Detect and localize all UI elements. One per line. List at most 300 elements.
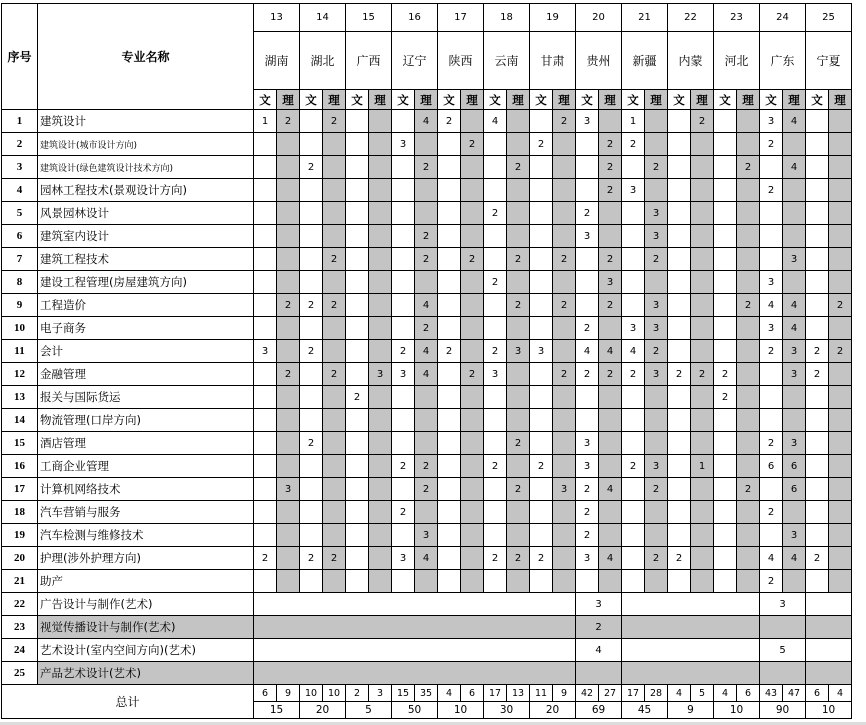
quota-cell xyxy=(760,524,783,547)
quota-cell: 3 xyxy=(576,547,599,570)
quota-cell xyxy=(760,363,783,386)
major-name: 会计 xyxy=(38,340,254,363)
quota-cell: 1 xyxy=(691,455,714,478)
province-number: 22 xyxy=(668,4,714,32)
quota-cell xyxy=(461,501,484,524)
quota-cell: 3 xyxy=(599,271,622,294)
art-blank xyxy=(622,639,760,662)
art-quota-guizhou: 3 xyxy=(576,593,622,616)
quota-cell xyxy=(530,386,553,409)
quota-cell: 3 xyxy=(530,340,553,363)
column-wen: 文 xyxy=(806,90,829,110)
quota-cell xyxy=(415,570,438,593)
quota-cell: 4 xyxy=(576,340,599,363)
table-row xyxy=(2,179,852,202)
quota-cell: 2 xyxy=(760,179,783,202)
quota-cell xyxy=(438,156,461,179)
quota-cell xyxy=(461,156,484,179)
major-name: 艺术设计(室内空间方向)(艺术) xyxy=(38,639,254,662)
quota-cell xyxy=(277,455,300,478)
art-blank xyxy=(254,616,576,639)
row-number: 7 xyxy=(2,248,38,271)
quota-cell xyxy=(737,386,760,409)
quota-cell xyxy=(714,156,737,179)
quota-cell: 2 xyxy=(507,248,530,271)
quota-cell xyxy=(829,225,852,248)
quota-cell xyxy=(553,386,576,409)
column-wen: 文 xyxy=(668,90,691,110)
quota-cell xyxy=(645,133,668,156)
quota-cell xyxy=(760,409,783,432)
quota-cell: 2 xyxy=(346,386,369,409)
quota-cell: 2 xyxy=(599,363,622,386)
quota-cell xyxy=(484,432,507,455)
quota-cell xyxy=(714,271,737,294)
province-number: 24 xyxy=(760,4,806,32)
quota-cell xyxy=(737,547,760,570)
quota-cell xyxy=(829,386,852,409)
quota-cell xyxy=(737,133,760,156)
quota-cell: 2 xyxy=(829,340,852,363)
quota-cell: 2 xyxy=(438,340,461,363)
quota-cell xyxy=(829,110,852,133)
quota-cell xyxy=(576,409,599,432)
quota-cell xyxy=(346,409,369,432)
quota-cell xyxy=(829,179,852,202)
quota-cell xyxy=(645,570,668,593)
row-number: 24 xyxy=(2,639,38,662)
quota-cell xyxy=(760,478,783,501)
quota-cell xyxy=(415,432,438,455)
quota-cell: 3 xyxy=(576,455,599,478)
quota-cell: 3 xyxy=(507,340,530,363)
table-row xyxy=(2,409,852,432)
quota-cell xyxy=(507,363,530,386)
quota-cell xyxy=(507,570,530,593)
total-subcount: 17 xyxy=(484,685,507,702)
major-name: 建设工程管理(房屋建筑方向) xyxy=(38,271,254,294)
quota-cell xyxy=(783,225,806,248)
table-row xyxy=(2,202,852,225)
total-sum: 10 xyxy=(806,702,852,719)
total-sum: 10 xyxy=(438,702,484,719)
quota-cell xyxy=(369,271,392,294)
total-sum: 9 xyxy=(668,702,714,719)
quota-cell xyxy=(323,570,346,593)
column-li: 理 xyxy=(829,90,852,110)
total-subcount: 9 xyxy=(553,685,576,702)
quota-cell xyxy=(323,340,346,363)
total-sum: 90 xyxy=(760,702,806,719)
quota-cell xyxy=(806,156,829,179)
quota-cell xyxy=(277,202,300,225)
quota-cell: 2 xyxy=(622,133,645,156)
quota-cell xyxy=(553,225,576,248)
column-li: 理 xyxy=(323,90,346,110)
quota-cell: 6 xyxy=(783,478,806,501)
quota-cell xyxy=(323,271,346,294)
total-subcount: 28 xyxy=(645,685,668,702)
column-wen: 文 xyxy=(760,90,783,110)
total-sum: 5 xyxy=(346,702,392,719)
row-number: 4 xyxy=(2,179,38,202)
quota-cell xyxy=(530,110,553,133)
total-subcount: 42 xyxy=(576,685,599,702)
row-number: 3 xyxy=(2,156,38,179)
quota-cell xyxy=(829,547,852,570)
quota-cell: 4 xyxy=(622,340,645,363)
quota-cell xyxy=(369,547,392,570)
quota-cell xyxy=(323,455,346,478)
quota-cell xyxy=(346,248,369,271)
quota-cell: 3 xyxy=(369,363,392,386)
quota-cell: 3 xyxy=(783,340,806,363)
quota-cell xyxy=(553,409,576,432)
quota-cell xyxy=(323,432,346,455)
quota-cell: 2 xyxy=(553,363,576,386)
row-number: 23 xyxy=(2,616,38,639)
quota-cell xyxy=(553,133,576,156)
quota-cell xyxy=(461,110,484,133)
enrollment-plan-table xyxy=(1,3,852,719)
total-subcount: 27 xyxy=(599,685,622,702)
total-subcount: 4 xyxy=(829,685,852,702)
quota-cell xyxy=(553,271,576,294)
quota-cell xyxy=(599,317,622,340)
quota-cell xyxy=(254,478,277,501)
quota-cell: 3 xyxy=(392,363,415,386)
quota-cell xyxy=(438,547,461,570)
art-quota-guangdong: 3 xyxy=(760,593,806,616)
quota-cell xyxy=(599,409,622,432)
quota-cell: 2 xyxy=(645,478,668,501)
quota-cell: 2 xyxy=(714,386,737,409)
quota-cell xyxy=(530,179,553,202)
row-number: 18 xyxy=(2,501,38,524)
total-subcount: 6 xyxy=(461,685,484,702)
province-number: 21 xyxy=(622,4,668,32)
quota-cell xyxy=(622,524,645,547)
quota-cell xyxy=(553,547,576,570)
quota-cell xyxy=(829,455,852,478)
quota-cell xyxy=(668,317,691,340)
quota-cell xyxy=(645,501,668,524)
quota-cell: 4 xyxy=(599,478,622,501)
quota-cell xyxy=(599,225,622,248)
total-subcount: 4 xyxy=(438,685,461,702)
quota-cell: 2 xyxy=(576,501,599,524)
quota-cell xyxy=(806,570,829,593)
quota-cell xyxy=(576,179,599,202)
quota-cell xyxy=(346,179,369,202)
quota-cell xyxy=(530,294,553,317)
quota-cell xyxy=(737,317,760,340)
quota-cell: 2 xyxy=(323,294,346,317)
quota-cell xyxy=(484,133,507,156)
quota-cell xyxy=(461,409,484,432)
quota-cell xyxy=(507,317,530,340)
quota-cell: 2 xyxy=(484,455,507,478)
quota-cell: 2 xyxy=(392,501,415,524)
major-name: 建筑室内设计 xyxy=(38,225,254,248)
quota-cell xyxy=(277,225,300,248)
quota-cell xyxy=(668,271,691,294)
quota-cell xyxy=(553,432,576,455)
total-subcount: 9 xyxy=(277,685,300,702)
total-subcount: 47 xyxy=(783,685,806,702)
quota-cell xyxy=(392,524,415,547)
quota-cell xyxy=(300,478,323,501)
row-number: 11 xyxy=(2,340,38,363)
quota-cell xyxy=(668,133,691,156)
total-sum: 20 xyxy=(530,702,576,719)
row-number: 8 xyxy=(2,271,38,294)
quota-cell xyxy=(369,202,392,225)
quota-cell xyxy=(714,225,737,248)
quota-cell xyxy=(737,202,760,225)
major-name: 视觉传播设计与制作(艺术) xyxy=(38,616,254,639)
quota-cell: 4 xyxy=(415,363,438,386)
art-blank xyxy=(806,639,852,662)
quota-cell xyxy=(668,179,691,202)
quota-cell xyxy=(484,294,507,317)
column-wen: 文 xyxy=(530,90,553,110)
column-wen: 文 xyxy=(254,90,277,110)
quota-cell xyxy=(369,478,392,501)
quota-cell: 2 xyxy=(691,363,714,386)
quota-cell xyxy=(438,432,461,455)
quota-cell: 4 xyxy=(783,547,806,570)
quota-cell xyxy=(806,501,829,524)
quota-cell xyxy=(691,409,714,432)
quota-cell: 4 xyxy=(783,156,806,179)
province-name: 广西 xyxy=(346,32,392,90)
quota-cell: 4 xyxy=(415,110,438,133)
quota-cell xyxy=(346,294,369,317)
quota-cell xyxy=(599,110,622,133)
table-row xyxy=(2,478,852,501)
quota-cell xyxy=(484,524,507,547)
quota-cell xyxy=(622,271,645,294)
major-name: 助产 xyxy=(38,570,254,593)
province-name: 河北 xyxy=(714,32,760,90)
quota-cell xyxy=(668,110,691,133)
quota-cell xyxy=(668,294,691,317)
quota-cell: 2 xyxy=(668,547,691,570)
quota-cell: 2 xyxy=(461,248,484,271)
quota-cell xyxy=(323,409,346,432)
quota-cell xyxy=(829,432,852,455)
province-name: 新疆 xyxy=(622,32,668,90)
quota-cell: 3 xyxy=(760,271,783,294)
quota-cell: 2 xyxy=(507,547,530,570)
column-li: 理 xyxy=(277,90,300,110)
quota-cell: 2 xyxy=(645,156,668,179)
province-name: 云南 xyxy=(484,32,530,90)
quota-cell xyxy=(553,524,576,547)
quota-cell: 2 xyxy=(599,248,622,271)
total-label: 总计 xyxy=(2,685,254,719)
quota-cell: 3 xyxy=(484,363,507,386)
row-number: 2 xyxy=(2,133,38,156)
quota-cell xyxy=(507,455,530,478)
province-name: 贵州 xyxy=(576,32,622,90)
quota-cell xyxy=(300,202,323,225)
major-name: 工程造价 xyxy=(38,294,254,317)
column-li: 理 xyxy=(415,90,438,110)
column-li: 理 xyxy=(553,90,576,110)
quota-cell xyxy=(668,225,691,248)
quota-cell xyxy=(346,455,369,478)
quota-cell: 3 xyxy=(622,179,645,202)
quota-cell xyxy=(438,363,461,386)
quota-cell: 6 xyxy=(760,455,783,478)
quota-cell: 4 xyxy=(415,340,438,363)
quota-cell: 3 xyxy=(783,248,806,271)
major-name: 酒店管理 xyxy=(38,432,254,455)
quota-cell xyxy=(277,501,300,524)
quota-cell xyxy=(461,386,484,409)
quota-cell xyxy=(783,386,806,409)
quota-cell: 2 xyxy=(553,294,576,317)
quota-cell xyxy=(254,570,277,593)
quota-cell xyxy=(300,409,323,432)
quota-cell xyxy=(277,409,300,432)
art-blank xyxy=(806,593,852,616)
column-wen: 文 xyxy=(576,90,599,110)
quota-cell xyxy=(714,340,737,363)
quota-cell xyxy=(806,386,829,409)
quota-cell xyxy=(507,501,530,524)
quota-cell xyxy=(484,317,507,340)
quota-cell xyxy=(553,156,576,179)
quota-cell: 3 xyxy=(645,294,668,317)
major-name: 园林工程技术(景观设计方向) xyxy=(38,179,254,202)
quota-cell: 3 xyxy=(783,363,806,386)
quota-cell: 3 xyxy=(645,455,668,478)
column-li: 理 xyxy=(783,90,806,110)
quota-cell xyxy=(783,179,806,202)
quota-cell xyxy=(254,455,277,478)
quota-cell xyxy=(691,248,714,271)
major-name: 金融管理 xyxy=(38,363,254,386)
quota-cell xyxy=(714,110,737,133)
quota-cell xyxy=(714,455,737,478)
art-quota-guizhou: 2 xyxy=(576,616,622,639)
major-name: 汽车营销与服务 xyxy=(38,501,254,524)
quota-cell xyxy=(783,271,806,294)
column-li: 理 xyxy=(507,90,530,110)
quota-cell xyxy=(254,386,277,409)
province-number: 19 xyxy=(530,4,576,32)
quota-cell xyxy=(369,179,392,202)
quota-cell: 3 xyxy=(760,110,783,133)
quota-cell xyxy=(714,202,737,225)
quota-cell xyxy=(783,409,806,432)
province-name: 辽宁 xyxy=(392,32,438,90)
province-number: 18 xyxy=(484,4,530,32)
quota-cell: 2 xyxy=(300,340,323,363)
quota-cell xyxy=(369,409,392,432)
quota-cell: 2 xyxy=(300,294,323,317)
total-sum: 50 xyxy=(392,702,438,719)
table-row xyxy=(2,294,852,317)
quota-cell xyxy=(484,409,507,432)
row-number: 17 xyxy=(2,478,38,501)
quota-cell xyxy=(737,432,760,455)
quota-cell xyxy=(691,547,714,570)
quota-cell xyxy=(737,225,760,248)
quota-cell xyxy=(576,386,599,409)
quota-cell: 2 xyxy=(277,110,300,133)
table-row xyxy=(2,524,852,547)
quota-cell xyxy=(484,179,507,202)
quota-cell: 2 xyxy=(300,547,323,570)
quota-cell xyxy=(300,501,323,524)
quota-cell xyxy=(346,524,369,547)
table-row xyxy=(2,133,852,156)
quota-cell: 4 xyxy=(783,317,806,340)
row-number: 9 xyxy=(2,294,38,317)
row-number: 16 xyxy=(2,455,38,478)
quota-cell xyxy=(346,432,369,455)
quota-cell xyxy=(668,501,691,524)
quota-cell xyxy=(530,478,553,501)
quota-cell xyxy=(484,156,507,179)
quota-cell xyxy=(806,524,829,547)
quota-cell xyxy=(507,110,530,133)
quota-cell xyxy=(323,202,346,225)
quota-cell xyxy=(461,478,484,501)
quota-cell: 2 xyxy=(599,156,622,179)
quota-cell: 2 xyxy=(530,455,553,478)
quota-cell xyxy=(737,570,760,593)
major-name: 建筑设计(绿色建筑设计技术方向) xyxy=(38,156,254,179)
quota-cell xyxy=(668,156,691,179)
quota-cell xyxy=(691,570,714,593)
quota-cell xyxy=(346,570,369,593)
quota-cell xyxy=(277,524,300,547)
quota-cell xyxy=(691,432,714,455)
quota-cell xyxy=(691,225,714,248)
quota-cell xyxy=(254,363,277,386)
quota-cell: 4 xyxy=(760,294,783,317)
major-name: 计算机网络技术 xyxy=(38,478,254,501)
table-row xyxy=(2,432,852,455)
quota-cell: 2 xyxy=(323,363,346,386)
quota-cell xyxy=(369,110,392,133)
quota-cell xyxy=(392,409,415,432)
table-row xyxy=(2,570,852,593)
quota-cell xyxy=(622,202,645,225)
quota-cell xyxy=(622,409,645,432)
quota-cell: 4 xyxy=(415,547,438,570)
quota-cell xyxy=(530,409,553,432)
row-number: 14 xyxy=(2,409,38,432)
header-seq: 序号 xyxy=(2,4,38,110)
quota-cell: 2 xyxy=(599,294,622,317)
province-name: 甘肃 xyxy=(530,32,576,90)
quota-cell: 2 xyxy=(415,317,438,340)
province-number: 17 xyxy=(438,4,484,32)
quota-cell xyxy=(829,202,852,225)
quota-cell xyxy=(507,271,530,294)
province-name: 湖南 xyxy=(254,32,300,90)
quota-cell: 2 xyxy=(415,156,438,179)
column-wen: 文 xyxy=(300,90,323,110)
major-name: 工商企业管理 xyxy=(38,455,254,478)
quota-cell xyxy=(507,409,530,432)
